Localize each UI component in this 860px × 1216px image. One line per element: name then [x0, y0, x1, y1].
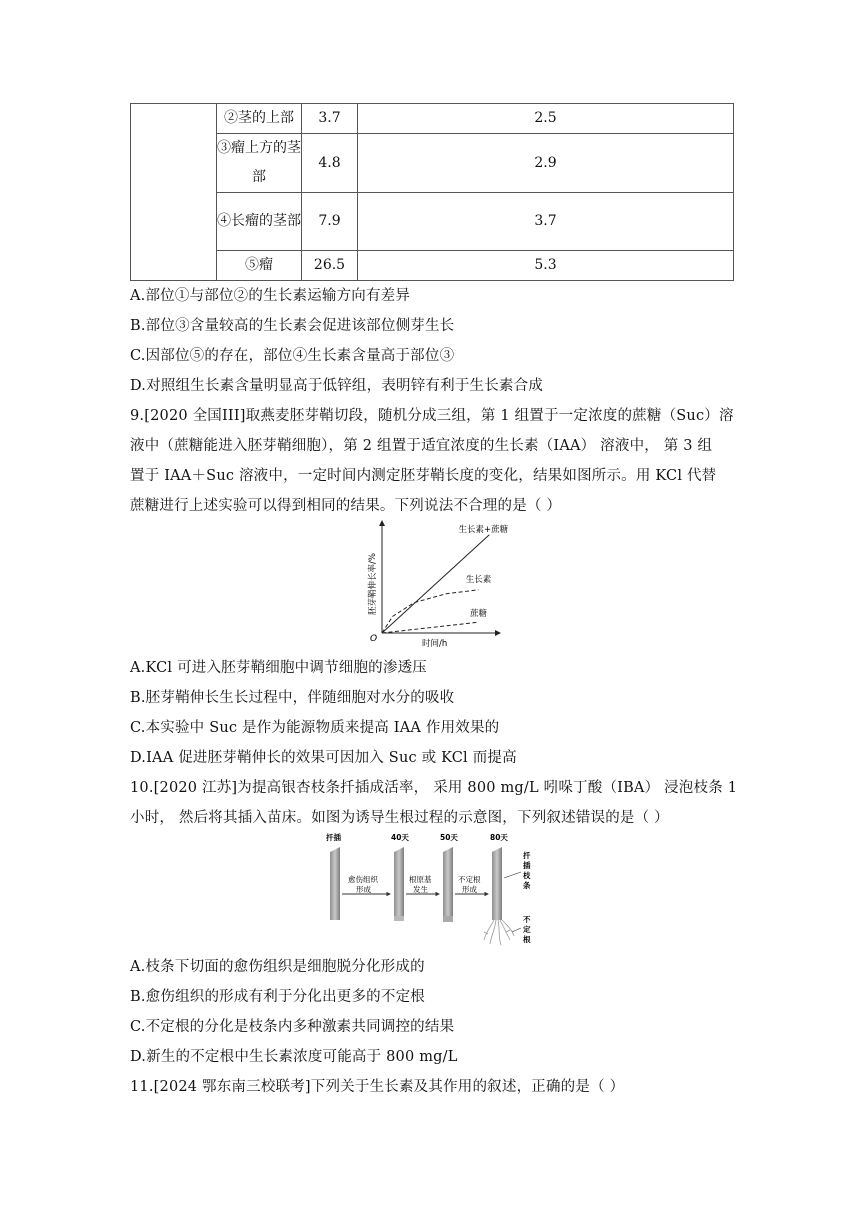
q8-option-b: B.部位③含量较高的生长素会促进该部位侧芽生长 [130, 318, 455, 334]
q9-stem-line: 9.[2020 全国III]取燕麦胚芽鞘切段，随机分成三组，第 1 组置于一定浓度的蔗糖（Suc）溶 [130, 408, 734, 424]
q8-option-a: A.部位①与部位②的生长素运输方向有差异 [130, 288, 411, 304]
table-cell-value: 2.9 [358, 134, 734, 193]
series-label-3: 蔗糖 [469, 609, 488, 620]
stage-label: 40天 [391, 833, 409, 842]
q8-option-d: D.对照组生长素含量明显高于低锌组，表明锌有利于生长素合成 [130, 378, 544, 394]
arrow-label: 发生 [413, 885, 428, 894]
chart-series-group [382, 524, 509, 633]
auxin-data-table [130, 103, 734, 281]
q10-option-a: A.枝条下切面的愈伤组织是细胞脱分化形成的 [130, 959, 425, 975]
arrow-label: 愈伤组织 [348, 875, 378, 884]
callus-mark [394, 916, 404, 921]
arrow-label: 不定根 [458, 875, 481, 884]
table-cell-value: 26.5 [302, 251, 358, 281]
q9-option-c: C.本实验中 Suc 是作为能源物质来提高 IAA 作用效果的 [130, 720, 500, 736]
table-row [131, 251, 734, 281]
q9-option-d: D.IAA 促进胚芽鞘伸长的效果可因加入 Suc 或 KCl 而提高 [130, 750, 517, 766]
adventitious-roots [484, 920, 514, 945]
table-cell-value: 2.5 [358, 104, 734, 134]
label-leader [504, 872, 521, 878]
table-group-cell [131, 104, 217, 281]
root-primordium-mark [443, 916, 453, 922]
table-cell-part: ④长瘤的茎部 [217, 193, 302, 251]
arrow-label: 形成 [356, 885, 371, 894]
table-cell-value: 7.9 [302, 193, 358, 251]
q9-stem-line: 置于 IAA＋Suc 溶液中，一定时间内测定胚芽鞘长度的变化，结果如图所示。用 KCl 代替 [130, 468, 717, 484]
q9-option-b: B.胚芽鞘伸长生长过程中，伴随细胞对水分的吸收 [130, 690, 455, 706]
cutting-stage-1 [330, 847, 340, 920]
label-cutting-branch [522, 850, 531, 890]
svg-text:扦: 扦 [523, 851, 531, 860]
svg-text:条: 条 [523, 881, 531, 890]
series-label-1: 生长素+蔗糖 [458, 524, 509, 535]
table-cell-part: ⑤瘤 [217, 251, 302, 281]
series-line-3 [382, 622, 479, 633]
q9-stem-line: 液中（蔗糖能进入胚芽鞘细胞），第 2 组置于适宜浓度的生长素（IAA） 溶液中， 第 3 组 [130, 438, 713, 454]
q10-option-c: C.不定根的分化是枝条内多种激素共同调控的结果 [130, 1019, 455, 1035]
svg-text:不: 不 [523, 915, 531, 924]
q10-stem-line: 小时， 然后将其插入苗床。如图为诱导生根过程的示意图，下列叙述错误的是（ ） [130, 810, 669, 826]
x-axis-label: 时间/h [422, 639, 448, 649]
arrow-label: 形成 [462, 885, 477, 894]
svg-text:枝: 枝 [523, 871, 531, 880]
table-cell-value: 5.3 [358, 251, 734, 281]
svg-text:定: 定 [523, 925, 531, 934]
origin-label: O [370, 634, 378, 644]
label-adventitious-root [523, 914, 531, 944]
table-cell-value: 3.7 [358, 193, 734, 251]
table-row [131, 193, 734, 251]
q10-option-d: D.新生的不定根中生长素浓度可能高于 800 mg/L [130, 1049, 458, 1065]
table-cell-part: ②茎的上部 [217, 104, 302, 134]
table-cell-value: 3.7 [302, 104, 358, 134]
svg-text:根: 根 [523, 935, 531, 944]
svg-text:插: 插 [523, 861, 531, 870]
label-leader [512, 928, 521, 932]
arrow-label: 根原基 [409, 875, 432, 884]
stage-label: 扦插 [326, 833, 341, 842]
cutting-stage-3 [443, 847, 453, 920]
stage-label: 80天 [490, 833, 508, 842]
table-cell-value: 4.8 [302, 134, 358, 193]
table-cell-part: ③瘤上方的茎部 [217, 134, 302, 193]
q9-stem-line: 蔗糖进行上述实验可以得到相同的结果。下列说法不合理的是（ ） [130, 498, 562, 514]
series-label-2: 生长素 [465, 574, 492, 585]
y-axis-label: 胚芽鞘伸长率/% [368, 553, 378, 615]
q10-option-b: B.愈伤组织的形成有利于分化出更多的不定根 [130, 989, 425, 1005]
series-line-2 [382, 590, 479, 633]
cutting-stage-2 [394, 847, 404, 920]
cutting-stage-4 [492, 847, 502, 920]
q9-option-a: A.KCl 可进入胚芽鞘细胞中调节细胞的渗透压 [130, 660, 427, 676]
q10-rooting-diagram [318, 828, 548, 950]
table-row [131, 104, 734, 134]
stage-label: 50天 [440, 833, 458, 842]
q8-option-c: C.因部位⑤的存在，部位④生长素含量高于部位③ [130, 348, 455, 364]
table-row [131, 134, 734, 193]
q9-line-chart [360, 515, 510, 650]
q10-stem-line: 10.[2020 江苏]为提高银杏枝条扦插成活率， 采用 800 mg/L 吲哚丁酸（IBA） 浸泡枝条 1 [130, 780, 738, 796]
q11-stem: 11.[2024 鄂东南三校联考]下列关于生长素及其作用的叙述，正确的是（ ） [130, 1079, 625, 1095]
